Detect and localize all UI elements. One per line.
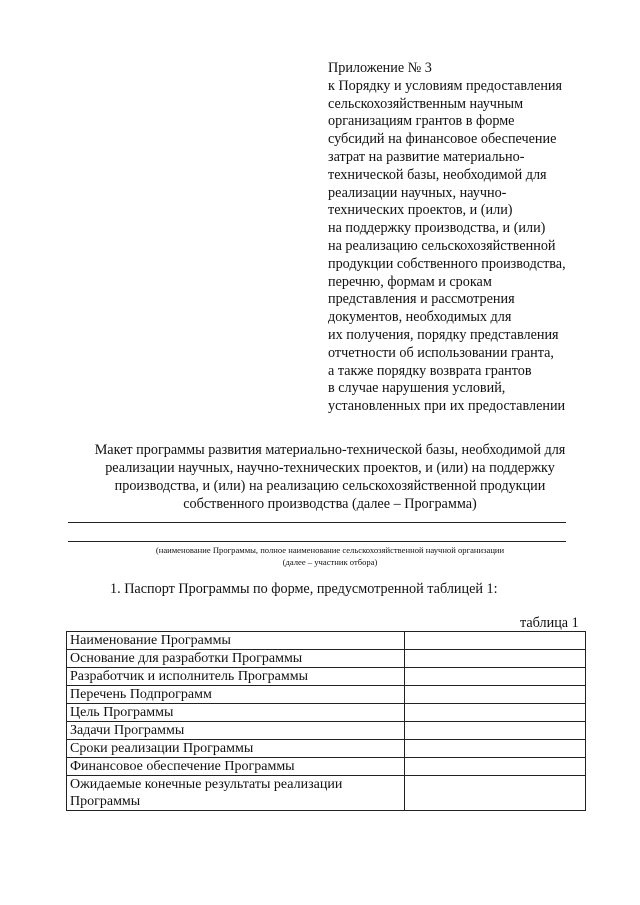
row-name: Задачи Программы — [67, 722, 405, 740]
appendix-line: к Порядку и условиям предоставления — [328, 77, 563, 94]
title-line: Макет программы развития материально-технической базы, необходимой для — [94, 442, 566, 458]
appendix-line: Приложение № 3 — [328, 60, 432, 76]
row-name: Перечень Подпрограмм — [67, 686, 405, 704]
row-name: Сроки реализации Программы — [67, 740, 405, 758]
fill-in-line-2 — [68, 541, 566, 542]
appendix-line: а также порядку возврата грантов — [328, 362, 532, 379]
row-value — [405, 740, 586, 758]
row-value — [405, 776, 586, 811]
row-value — [405, 632, 586, 650]
title-line: производства, и (или) на реализацию сельскохозяйственной продукции — [114, 478, 546, 494]
row-value — [405, 722, 586, 740]
appendix-line: сельскохозяйственным научным — [328, 95, 524, 112]
table-row — [67, 776, 586, 811]
appendix-line: отчетности об использовании гранта, — [328, 344, 554, 361]
appendix-line: их получения, порядку представления — [328, 326, 559, 343]
appendix-line: реализации научных, научно- — [328, 184, 507, 201]
passport-heading: 1. Паспорт Программы по форме, предусмотренной таблицей 1: — [110, 581, 498, 597]
fill-in-line-1 — [68, 522, 566, 523]
row-name: Финансовое обеспечение Программы — [67, 758, 405, 776]
table-label: таблица 1 — [520, 615, 579, 631]
table-row — [67, 722, 586, 740]
appendix-line: затрат на развитие материально- — [328, 148, 525, 165]
table-row — [67, 686, 586, 704]
appendix-line: организациям грантов в форме — [328, 113, 515, 130]
appendix-line: на реализацию сельскохозяйственной — [328, 237, 556, 254]
row-value — [405, 758, 586, 776]
name-caption-line1: (наименование Программы, полное наименование сельскохозяйственной научной организации — [155, 545, 505, 555]
table-row — [67, 650, 586, 668]
passport-table — [66, 631, 586, 811]
row-value — [405, 668, 586, 686]
appendix-line: технических проектов, и (или) — [328, 202, 513, 219]
row-value — [405, 650, 586, 668]
row-value — [405, 704, 586, 722]
appendix-line: в случае нарушения условий, — [328, 380, 506, 397]
row-name: Наименование Программы — [67, 632, 405, 650]
row-name: Цель Программы — [67, 704, 405, 722]
appendix-block — [328, 60, 628, 416]
appendix-line: установленных при их предоставлении — [328, 398, 566, 415]
row-name: Разработчик и исполнитель Программы — [67, 668, 405, 686]
appendix-line: технической базы, необходимой для — [328, 166, 547, 183]
appendix-line: документов, необходимых для — [328, 309, 512, 326]
table-row — [67, 758, 586, 776]
table-row — [67, 668, 586, 686]
appendix-line: субсидий на финансовое обеспечение — [328, 131, 557, 148]
appendix-line: продукции собственного производства, — [328, 255, 566, 272]
name-caption-line2: (далее – участник отбора) — [282, 557, 378, 567]
table-row — [67, 704, 586, 722]
row-name: Ожидаемые конечные результаты реализации Программы — [67, 776, 405, 811]
document-title — [62, 441, 598, 513]
appendix-line: перечню, формам и срокам — [328, 273, 492, 290]
table-row — [67, 740, 586, 758]
table-row — [67, 632, 586, 650]
appendix-line: представления и рассмотрения — [328, 291, 515, 308]
row-value — [405, 686, 586, 704]
title-line: собственного производства (далее – Программа) — [183, 496, 477, 512]
appendix-line: на поддержку производства, и (или) — [328, 220, 546, 237]
row-name: Основание для разработки Программы — [67, 650, 405, 668]
title-line: реализации научных, научно-технических проектов, и (или) на поддержку — [105, 460, 555, 476]
